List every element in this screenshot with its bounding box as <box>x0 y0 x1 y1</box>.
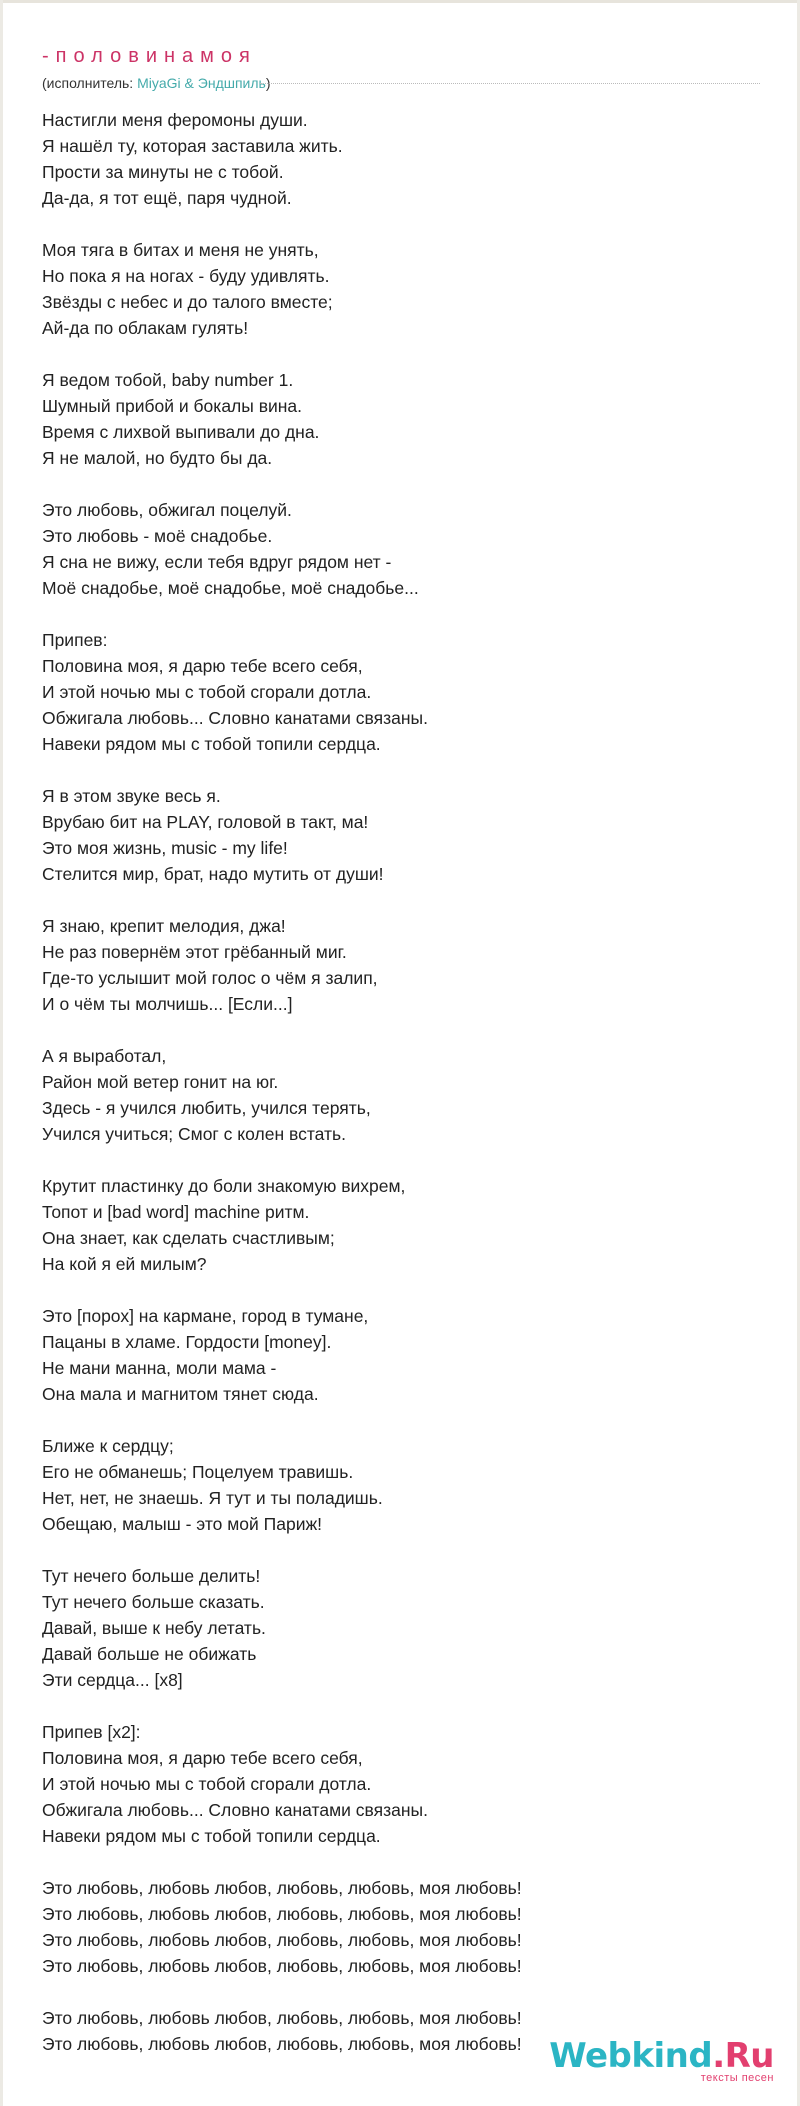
lyrics-line: Это любовь, любовь любов, любовь, любовь, моя любовь! <box>42 2034 522 2054</box>
song-title: -половинамоя <box>42 45 257 67</box>
lyrics-line: Его не обманешь; Поцелуем травишь. <box>42 1462 354 1482</box>
lyrics-stanza <box>42 1563 742 1693</box>
lyrics-line: Моя тяга в битах и меня не унять, <box>42 240 319 260</box>
lyrics-line: Это любовь, любовь любов, любовь, любовь, моя любовь! <box>42 2008 522 2028</box>
lyrics-stanza <box>42 1173 742 1277</box>
song-header <box>42 44 762 92</box>
lyrics-line: Это любовь, любовь любов, любовь, любовь, моя любовь! <box>42 1878 522 1898</box>
lyrics-line: Прости за минуты не с тобой. <box>42 162 284 182</box>
artist-suffix: ) <box>265 75 271 91</box>
lyrics-line: Нет, нет, не знаешь. Я тут и ты поладишь. <box>42 1488 383 1508</box>
lyrics-line: Время с лихвой выпивали до дна. <box>42 422 320 442</box>
lyrics-stanza <box>42 1303 742 1407</box>
lyrics-line: Тут нечего больше делить! <box>42 1566 261 1586</box>
lyrics-line: Настигли меня феромоны души. <box>42 110 308 130</box>
lyrics-line: Ай-да по облакам гулять! <box>42 318 249 338</box>
lyrics-line: Это любовь, любовь любов, любовь, любовь, моя любовь! <box>42 1930 522 1950</box>
lyrics-stanza <box>42 1719 742 1849</box>
lyrics-line: Навеки рядом мы с тобой топили сердца. <box>42 1826 381 1846</box>
lyrics-line: Звёзды с небес и до талого вместе; <box>42 292 333 312</box>
artist-link[interactable]: MiyaGi & Эндшпиль <box>137 75 266 91</box>
lyrics-stanza <box>42 1043 742 1147</box>
lyrics-line: Давай больше не обижать <box>42 1644 257 1664</box>
lyrics-line: Да-да, я тот ещё, паря чудной. <box>42 188 292 208</box>
lyrics-line: Я нашёл ту, которая заставила жить. <box>42 136 343 156</box>
lyrics-stanza <box>42 1875 742 1979</box>
lyrics-line: Это [порох] на кармане, город в тумане, <box>42 1306 369 1326</box>
left-border <box>0 0 3 2106</box>
lyrics-stanza <box>42 367 742 471</box>
lyrics-line: Я знаю, крепит мелодия, джа! <box>42 916 286 936</box>
lyrics-line: Где-то услышит мой голос о чём я залип, <box>42 968 378 988</box>
lyrics-stanza <box>42 497 742 601</box>
lyrics-line: Пацаны в хламе. Гордости [money]. <box>42 1332 332 1352</box>
lyrics-line: Я не малой, но будто бы да. <box>42 448 273 468</box>
lyrics-line: Здесь - я учился любить, учился терять, <box>42 1098 371 1118</box>
lyrics-line: Топот и [bad word] machine ритм. <box>42 1202 310 1222</box>
lyrics-line: Припев: <box>42 630 108 650</box>
lyrics-line: Обжигала любовь... Словно канатами связаны. <box>42 708 428 728</box>
lyrics-line: Район мой ветер гонит на юг. <box>42 1072 279 1092</box>
lyrics-line: Половина моя, я дарю тебе всего себя, <box>42 1748 363 1768</box>
lyrics-line: Врубаю бит на PLAY, головой в такт, ма! <box>42 812 369 832</box>
lyrics-line: Это любовь, любовь любов, любовь, любовь, моя любовь! <box>42 1904 522 1924</box>
lyrics-line: Обещаю, малыш - это мой Париж! <box>42 1514 323 1534</box>
lyrics-line: Я ведом тобой, baby number 1. <box>42 370 294 390</box>
lyrics-line: Не раз повернём этот грёбанный миг. <box>42 942 347 962</box>
lyrics-line: На кой я ей милым? <box>42 1254 207 1274</box>
lyrics-line: Тут нечего больше сказать. <box>42 1592 265 1612</box>
lyrics-line: Это любовь, любовь любов, любовь, любовь, моя любовь! <box>42 1956 522 1976</box>
logo-tagline: тексты песен <box>700 2072 774 2084</box>
lyrics-line: Давай, выше к небу летать. <box>42 1618 266 1638</box>
lyrics-line: Она знает, как сделать счастливым; <box>42 1228 335 1248</box>
lyrics-stanza <box>42 107 742 211</box>
lyrics-line: Я в этом звуке весь я. <box>42 786 221 806</box>
artist-prefix: (исполнитель: <box>42 75 138 91</box>
lyrics-line: А я выработал, <box>42 1046 167 1066</box>
lyrics-body <box>42 107 742 2083</box>
lyrics-line: Эти сердца... [x8] <box>42 1670 183 1690</box>
lyrics-line: Учился учиться; Смог с колен встать. <box>42 1124 346 1144</box>
header-divider <box>260 83 760 84</box>
logo-name: Webkind <box>549 2036 713 2076</box>
lyrics-line: Ближе к сердцу; <box>42 1436 174 1456</box>
lyrics-line: Половина моя, я дарю тебе всего себя, <box>42 656 363 676</box>
lyrics-line: Это моя жизнь, music - my life! <box>42 838 288 858</box>
lyrics-line: Но пока я на ногах - буду удивлять. <box>42 266 330 286</box>
lyrics-stanza <box>42 783 742 887</box>
lyrics-stanza <box>42 237 742 341</box>
lyrics-line: И этой ночью мы с тобой сгорали дотла. <box>42 1774 372 1794</box>
lyrics-line: Припев [x2]: <box>42 1722 141 1742</box>
site-logo[interactable] <box>549 2038 774 2084</box>
logo-wordmark <box>549 2038 774 2074</box>
lyrics-line: Она мала и магнитом тянет сюда. <box>42 1384 319 1404</box>
lyrics-line: Это любовь - моё снадобье. <box>42 526 273 546</box>
top-border <box>0 0 800 3</box>
lyrics-stanza <box>42 627 742 757</box>
lyrics-line: Шумный прибой и бокалы вина. <box>42 396 303 416</box>
lyrics-stanza <box>42 1433 742 1537</box>
lyrics-line: Навеки рядом мы с тобой топили сердца. <box>42 734 381 754</box>
lyrics-line: Это любовь, обжигал поцелуй. <box>42 500 292 520</box>
lyrics-line: И о чём ты молчишь... [Если...] <box>42 994 293 1014</box>
lyrics-line: Крутит пластинку до боли знакомую вихрем, <box>42 1176 406 1196</box>
lyrics-stanza <box>42 913 742 1017</box>
lyrics-line: И этой ночью мы с тобой сгорали дотла. <box>42 682 372 702</box>
lyrics-line: Моё снадобье, моё снадобье, моё снадобье... <box>42 578 419 598</box>
lyrics-line: Стелится мир, брат, надо мутить от души! <box>42 864 384 884</box>
lyrics-line: Я сна не вижу, если тебя вдруг рядом нет - <box>42 552 392 572</box>
lyrics-line: Обжигала любовь... Словно канатами связаны. <box>42 1800 428 1820</box>
logo-domain: .Ru <box>712 2036 774 2076</box>
lyrics-line: Не мани манна, моли мама - <box>42 1358 277 1378</box>
